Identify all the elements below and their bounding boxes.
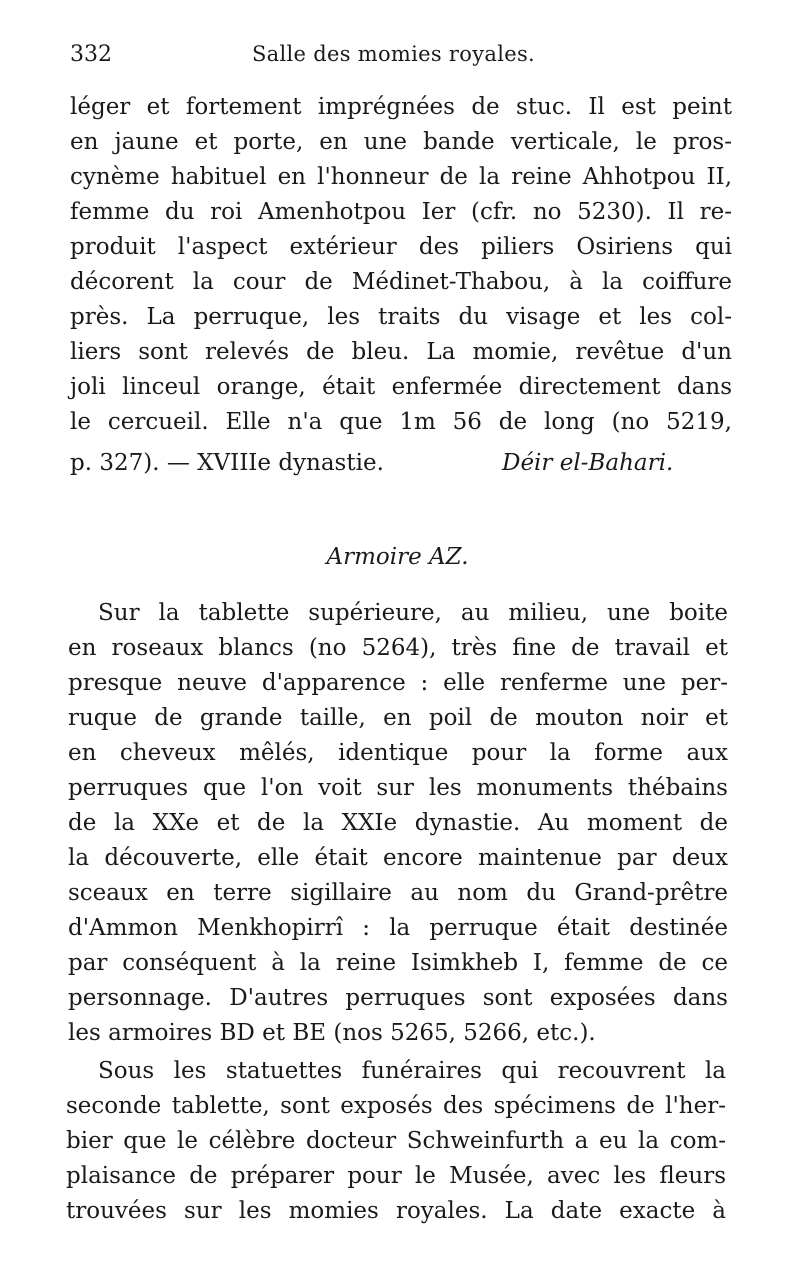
page-number: 332	[70, 42, 112, 67]
text-line: joli linceul orange, était enfermée directement dans	[70, 374, 732, 400]
text-line: ruque de grande taille, en poil de mouton noir et	[68, 705, 728, 731]
text-line: par conséquent à la reine Isimkheb I, femme de ce	[68, 950, 728, 976]
text-line: en roseaux blancs (no 5264), très fine de travail et	[68, 635, 728, 661]
text-line: léger et fortement imprégnées de stuc. Il est peint	[70, 94, 732, 120]
text-line: seconde tablette, sont exposés des spécimens de l'her-	[66, 1093, 726, 1119]
text-line: plaisance de préparer pour le Musée, avec les fleurs	[66, 1163, 726, 1189]
text-line: femme du roi Amenhotpou Ier (cfr. no 5230). Il re-	[70, 199, 732, 225]
text-line: de la XXe et de la XXIe dynastie. Au moment de	[68, 810, 728, 836]
find-place: Déir el-Bahari.	[502, 450, 674, 476]
text-line: sceaux en terre sigillaire au nom du Grand-prêtre	[68, 880, 728, 906]
text-line: d'Ammon Menkhopirrî : la perruque était destinée	[68, 915, 728, 941]
text-line: Sur la tablette supérieure, au milieu, une boite	[98, 600, 728, 626]
text-line: près. La perruque, les traits du visage et les col-	[70, 304, 732, 330]
text-line: en cheveux mêlés, identique pour la forme aux	[68, 740, 728, 766]
page-header	[70, 38, 735, 72]
text-line: perruques que l'on voit sur les monuments thébains	[68, 775, 728, 801]
text-line: produit l'aspect extérieur des piliers Osiriens qui	[70, 234, 732, 260]
text-line: personnage. D'autres perruques sont exposées dans	[68, 985, 728, 1011]
text-line: presque neuve d'apparence : elle renferme une per-	[68, 670, 728, 696]
running-head: Salle des momies royales.	[252, 42, 535, 66]
text-line: les armoires BD et BE (nos 5265, 5266, etc.).	[68, 1020, 596, 1046]
text-line: en jaune et porte, en une bande verticale, le pros-	[70, 129, 732, 155]
text-line: p. 327). — XVIIIe dynastie.	[70, 450, 384, 476]
text-line: cynème habituel en l'honneur de la reine Ahhotpou II,	[70, 164, 732, 190]
text-line: Sous les statuettes funéraires qui recouvrent la	[98, 1058, 726, 1084]
text-line: trouvées sur les momies royales. La date exacte à	[66, 1198, 726, 1224]
text-line: la découverte, elle était encore maintenue par deux	[68, 845, 728, 871]
text-line: le cercueil. Elle n'a que 1m 56 de long (no 5219,	[70, 409, 732, 435]
section-title: Armoire AZ.	[326, 544, 469, 570]
text-line: décorent la cour de Médinet-Thabou, à la coiffure	[70, 269, 732, 295]
text-line: liers sont relevés de bleu. La momie, revêtue d'un	[70, 339, 732, 365]
text-line: bier que le célèbre docteur Schweinfurth a eu la com-	[66, 1128, 726, 1154]
